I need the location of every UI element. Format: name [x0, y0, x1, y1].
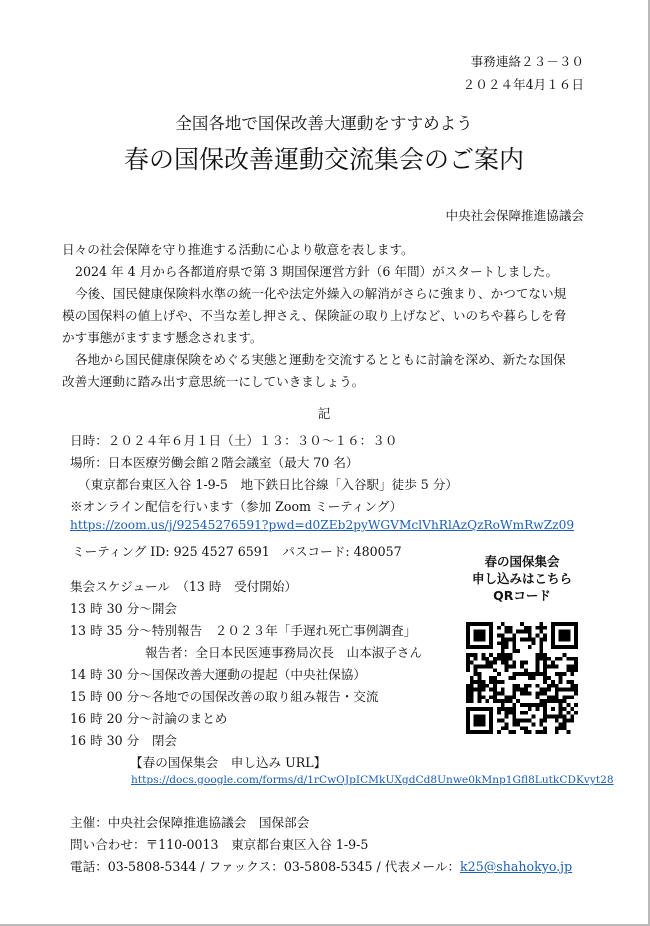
email-link[interactable]: k25@shahokyo.jp [460, 859, 573, 874]
subtitle: 全国各地で国保改善大運動をすすめよう [175, 114, 473, 133]
paragraph-2: 2024 年 4 月から各都道府県で第 3 期国保運営方針（6 年間）がスタートしました。 [75, 264, 559, 279]
qr-caption-line-1: 春の国保集会 [484, 554, 560, 569]
contact-phone-line [70, 856, 572, 875]
ki-heading: 記 [317, 406, 331, 421]
schedule-item: 13 時 35 分～特別報告 ２０２３年「手遅れ死亡事例調査」 [70, 623, 417, 638]
schedule-item: 16 時 30 分 閉会 [70, 733, 178, 748]
qr-caption [462, 553, 582, 604]
schedule-heading: 集会スケジュール （13 時 受付開始） [70, 579, 298, 594]
paragraph-4-line-2: 改善大運動に踏み出す意思統一にしていきましょう。 [62, 374, 365, 389]
contact-address: 問い合わせ：〒110-0013 東京都台東区入谷 1-9-5 [70, 837, 369, 852]
meeting-id: ミーティング ID: 925 4527 6591 パスコード: 480057 [72, 544, 402, 559]
issue-date: ２０２４年4月１６日 [462, 77, 584, 92]
page-title: 春の国保改善運動交流集会のご案内 [123, 145, 524, 174]
qr-caption-line-3: QRコード [493, 588, 551, 603]
apply-form-link[interactable]: https://docs.google.com/forms/d/1rCwOJpICMkUXgdCd8Unwe0kMnp1Gfl8LutkCDKvyt28 [131, 774, 614, 786]
paragraph-1: 日々の社会保障を守り推進する活動に心より敬意を表します。 [62, 242, 414, 257]
sender: 中央社会保障推進協議会 [445, 208, 584, 223]
organizer: 主催：中央社会保障推進協議会 国保部会 [70, 815, 310, 830]
event-address: （東京都台東区入谷 1-9-5 地下鉄日比谷線「入谷駅」徒歩 5 分） [78, 477, 459, 492]
paragraph-4-line-1: 各地から国民健康保険をめぐる実態と運動を交流するとともに討論を深め、新たな国保 [75, 352, 566, 367]
zoom-link[interactable]: https://zoom.us/j/92545276591?pwd=d0ZEb2pyWGVMclVhRlAzQzRoWmRwZz09 [70, 518, 575, 532]
schedule-item: 14 時 30 分～国保改善大運動の提起（中央社保協） [70, 667, 366, 682]
schedule-item: 15 時 00 分～各地での国保改善の取り組み報告・交流 [70, 689, 379, 704]
notice-number: 事務連絡２３－３０ [470, 54, 584, 69]
qr-caption-line-2: 申し込みはこちら [471, 571, 572, 586]
paragraph-3-line-3: かす事態がますます懸念されます。 [62, 330, 263, 345]
schedule-item: 16 時 20 分～討論のまとめ [70, 711, 228, 726]
online-notice: ※オンライン配信を行います（参加 Zoom ミーティング） [70, 499, 403, 514]
schedule-item-reporter: 報告者：全日本民医連事務局次長 山本淑子さん [145, 645, 423, 660]
event-datetime: 日時：２０２４年６月１日（土）１３：３０～１６：３０ [70, 433, 398, 448]
qr-code-icon[interactable] [466, 622, 578, 734]
apply-url-label: 【春の国保集会 申し込み URL】 [130, 755, 327, 770]
phone-fax: 電話：03-5808-5344 / ファックス：03-5808-5345 / 代表メール： [70, 859, 461, 874]
event-venue: 場所：日本医療労働会館２階会議室（最大 70 名） [70, 455, 359, 470]
paragraph-3-line-2: 模の国保料の値上げや、不当な差し押さえ、保険証の取り上げなど、いのちや暮らしを脅 [62, 308, 567, 323]
paragraph-3-line-1: 今後、国民健康保険料水準の統一化や法定外繰入の解消がさらに強まり、かつてない規 [75, 286, 567, 301]
schedule-item: 13 時 30 分～開会 [70, 601, 178, 616]
